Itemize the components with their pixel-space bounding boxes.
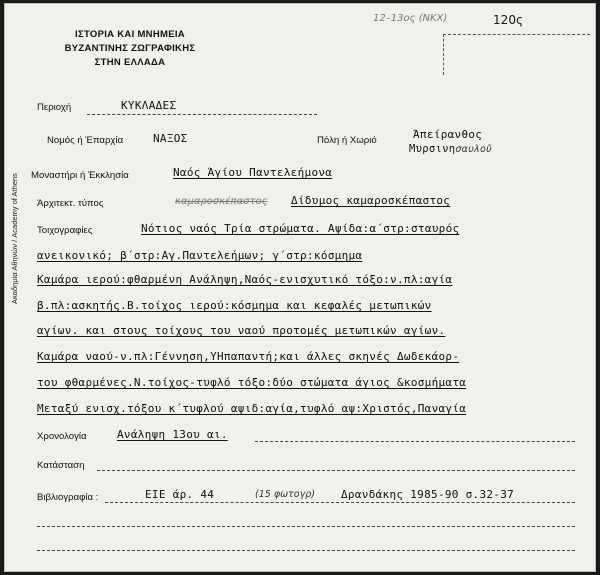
bibliography-line-2 — [37, 526, 575, 527]
region-label: Περιοχή — [37, 102, 72, 113]
fresco-line-5: αγίων. και στους τοίχους του ναού προτομές μετωπικών αγίων. — [37, 324, 446, 337]
architecture-label: Άρχιτεκτ. τύπος — [37, 198, 104, 209]
bibliography-value-1: ΕΙΕ άρ. 44 — [145, 488, 215, 501]
record-card — [4, 3, 596, 572]
prefecture-label: Νομός ή Έπαρχία — [47, 135, 124, 146]
header-line-3: ΣΤΗΝ ΕΛΛΑΔΑ — [94, 57, 166, 68]
bibliography-line-1 — [105, 502, 575, 503]
condition-line — [97, 470, 575, 471]
prefecture-value: ΝΑΞΟΣ — [153, 132, 188, 145]
chronology-value: Ανάληψη 13ου αι. — [117, 428, 228, 441]
bibliography-line-3 — [37, 550, 575, 551]
header-line-2: ΒΥΖΑΝΤΙΝΗΣ ΖΩΓΡΑΦΙΚΗΣ — [64, 43, 196, 54]
fresco-line-1: Νότιος ναός Τρία στρώματα. Αψίδα:α΄στρ:σταυρός — [141, 222, 460, 235]
handwritten-date-note: 12–13ος (ΝΚΧ) — [373, 13, 448, 24]
church-value: Ναός Άγίου Παντελεήμονα — [173, 166, 333, 179]
chronology-line — [255, 441, 575, 442]
bibliography-handwritten-note: (15 φωτογρ) — [255, 489, 315, 500]
church-label: Μοναστήρι ή Έκκλησία — [31, 170, 129, 181]
architecture-struck: καμαροσκέπαστος — [175, 196, 268, 207]
fresco-line-6: Καμάρα ναού-ν.πλ:Γέννηση,ΥΗπαπαντή;και άλλες σκηνές Δωδεκάορ- — [37, 350, 460, 363]
archive-credit: Ακαδημία Αθηνών / Academy of Athens — [10, 173, 19, 304]
town-value: Άπείρανθος — [413, 128, 483, 141]
bibliography-value-2: Δρανδάκης 1985-90 σ.32-37 — [341, 488, 515, 501]
frescoes-label: Τοιχογραφίες — [37, 225, 93, 236]
architecture-value: Δίδυμος καμαροσκέπαστος — [291, 194, 451, 207]
chronology-label: Χρονολογία — [37, 431, 87, 442]
bibliography-label: Βιβλιογραφία : — [37, 492, 99, 503]
town-extra-text: σαυλοῦ — [455, 144, 492, 155]
town-struck-text: Μυρσινη — [409, 143, 456, 155]
fresco-line-7: του φθαρμένες.Ν.τοίχος-τυφλό τόξο:δύο στώματα άγιος &κοσμήματα — [37, 376, 467, 389]
fresco-line-4: β.πλ:ασκητής.Β.τοίχος ιερού:κόσμημα και κεφαλές μετωπικών — [37, 299, 432, 312]
fresco-line-3: Καμάρα ιερού:φθαρμένη Ανάληψη,Ναός-ενισχυτικό τόξο:ν.πλ:αγία — [37, 273, 453, 286]
card-reference-number: 120ς — [493, 13, 523, 27]
region-value: ΚΥΚΛΑΔΕΣ — [121, 99, 177, 112]
fresco-line-2: ανεικονικό; β΄στρ:Αγ.Παντελεήμων; γ΄στρ:κόσμημα — [37, 249, 363, 262]
town-struck-value — [409, 143, 492, 155]
header-line-1: ΙΣΤΟΡΙΑ ΚΑΙ ΜΝΗΜΕΙΑ — [75, 29, 185, 40]
region-line — [87, 114, 317, 115]
condition-label: Κατάσταση — [37, 460, 85, 471]
town-label: Πόλη ή Χωριό — [317, 135, 377, 146]
stamp-box — [443, 34, 590, 75]
fresco-line-8: Μεταξύ ενισχ.τόξου κ΄τυφλού αψιδ:αγία,τυφλό αψ:Χριστός,Παναγία — [37, 402, 467, 415]
